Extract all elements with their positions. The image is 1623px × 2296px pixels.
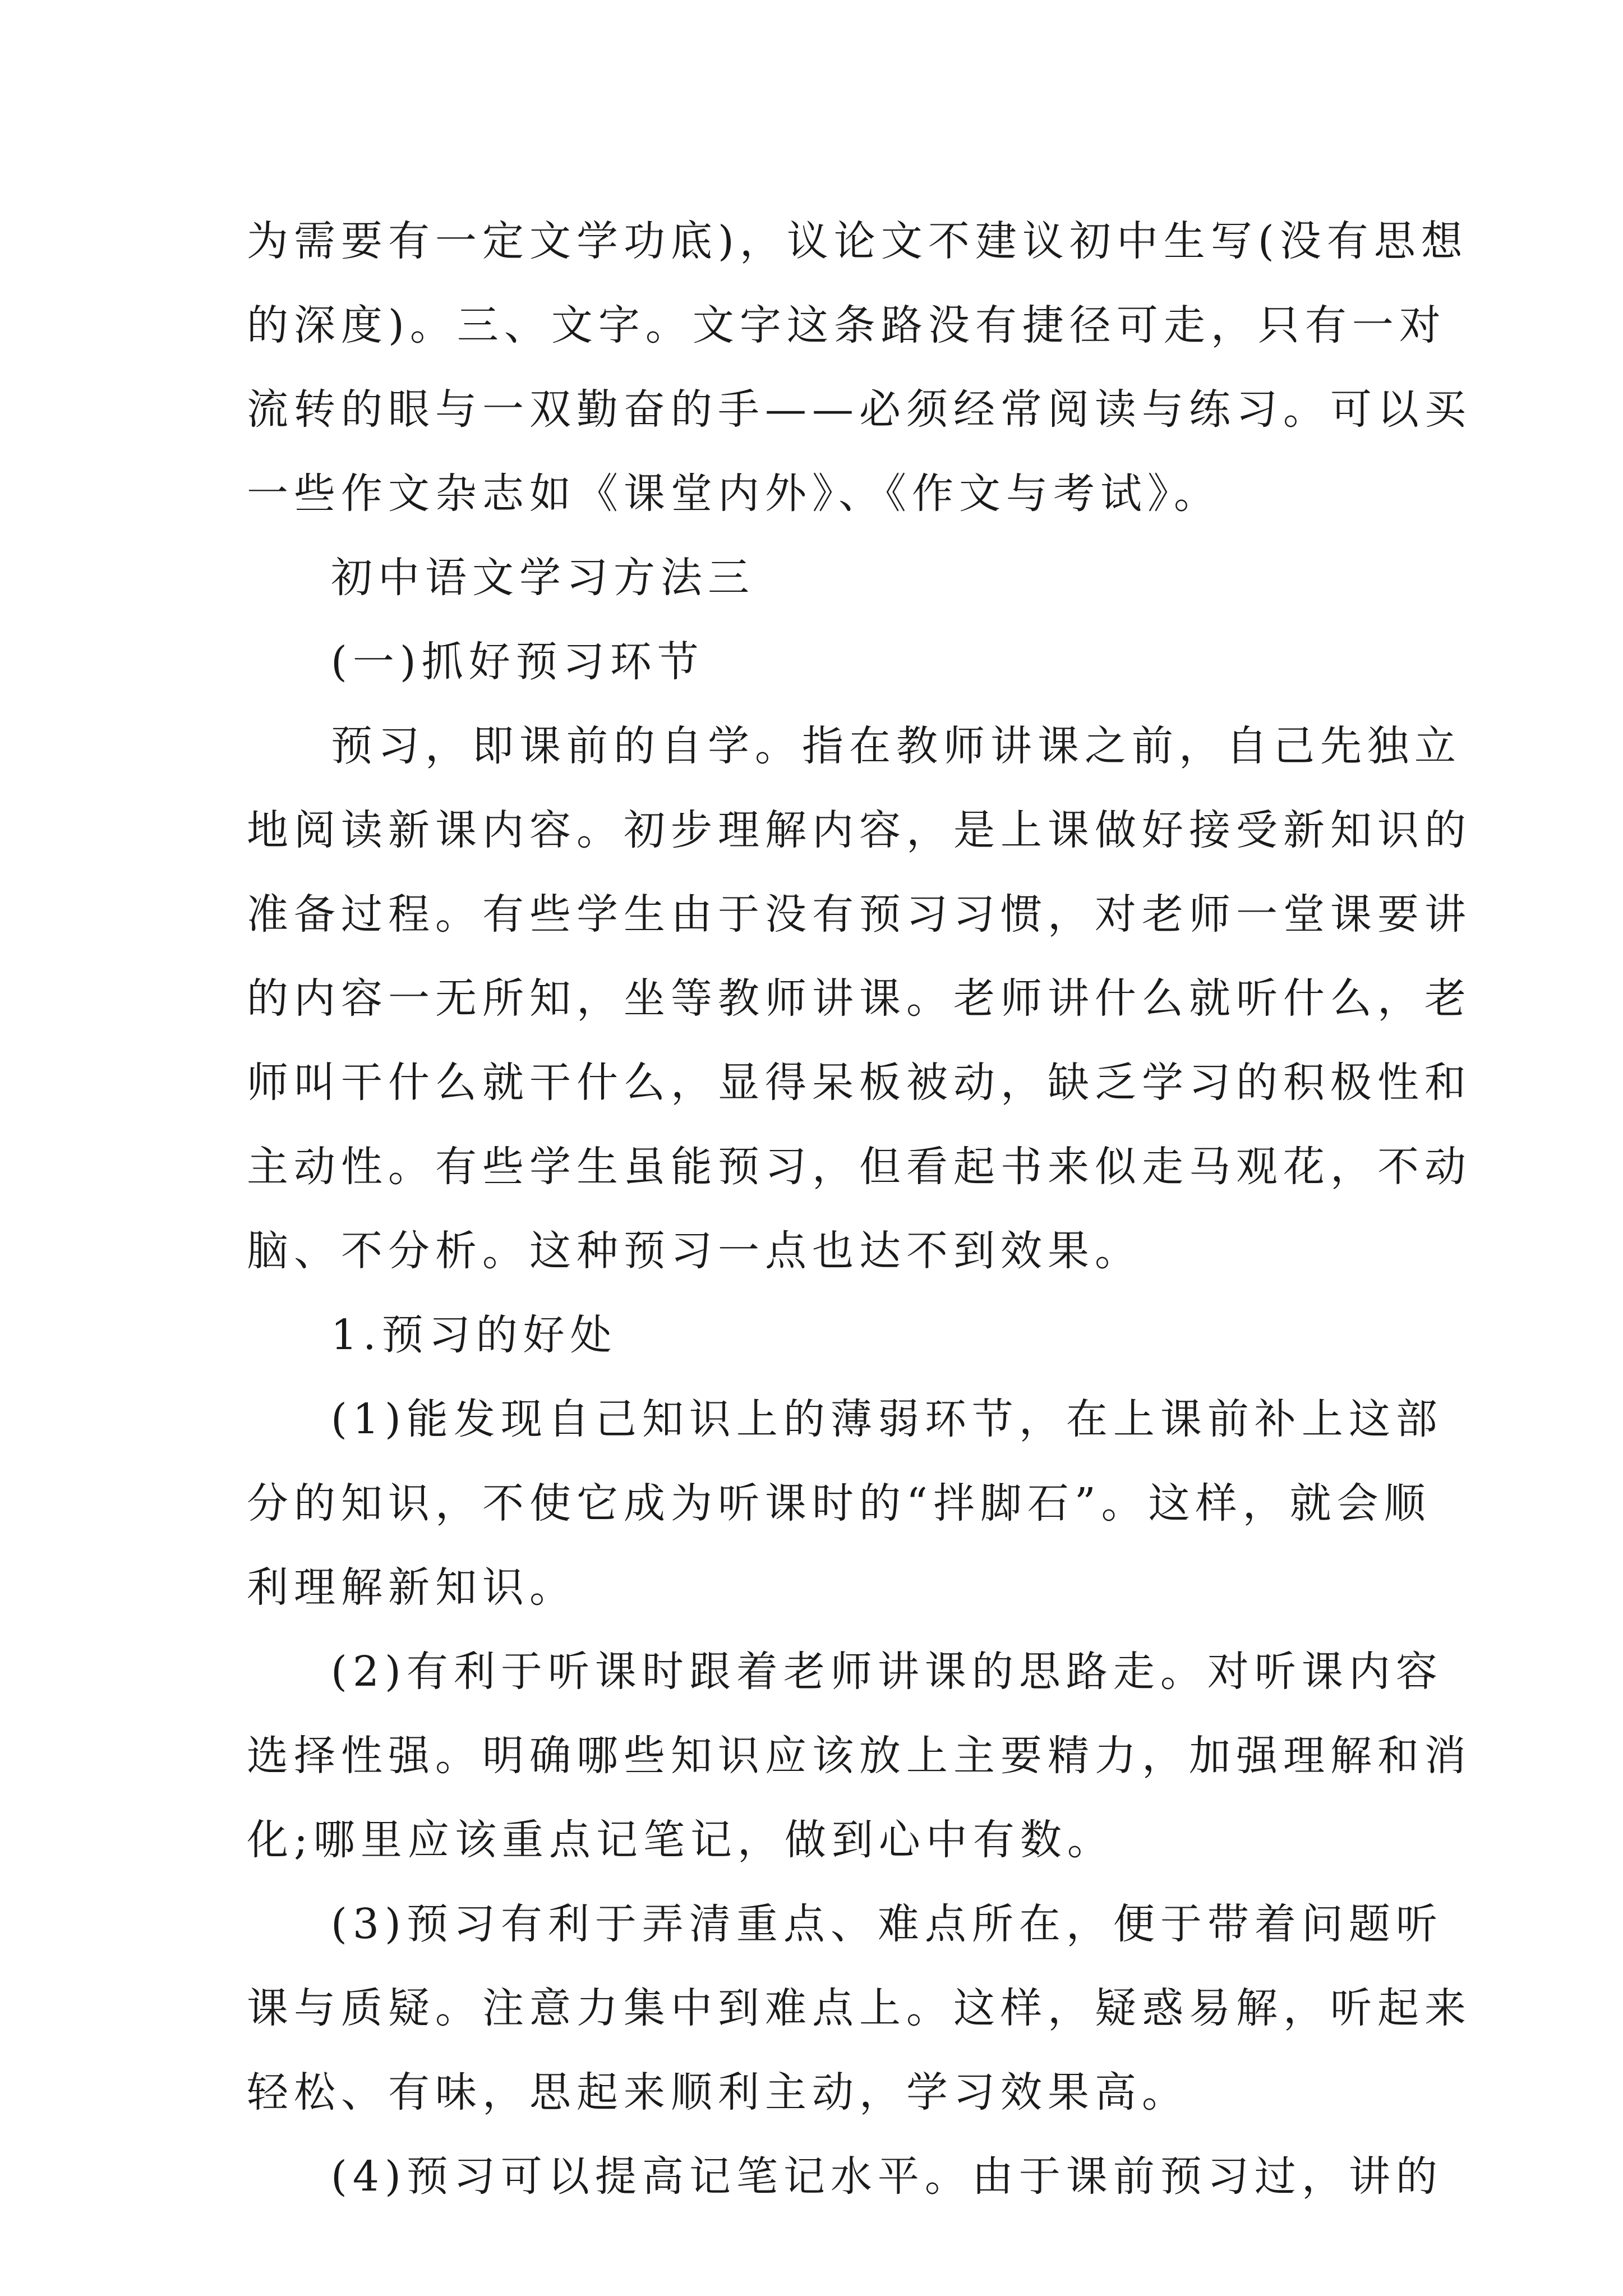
body-text-line: 地阅读新课内容。初步理解内容，是上课做好接受新知识的	[247, 806, 1472, 854]
body-text-line: 的深度)。三、文字。文字这条路没有捷径可走，只有一对	[247, 301, 1446, 349]
body-text-line: 化;哪里应该重点记笔记，做到心中有数。	[247, 1816, 1114, 1864]
body-text-line: 课与质疑。注意力集中到难点上。这样，疑惑易解，听起来	[247, 1984, 1472, 2032]
body-text-line: 脑、不分析。这种预习一点也达不到效果。	[247, 1227, 1142, 1275]
section-heading: 初中语文学习方法三	[331, 554, 755, 602]
body-text-line: 一些作文杂志如《课堂内外》、《作文与考试》。	[247, 470, 1221, 518]
list-heading: 1.预习的好处	[331, 1311, 617, 1359]
body-text-line: 流转的眼与一双勤奋的手——必须经常阅读与练习。可以买	[247, 385, 1472, 434]
body-text-line: (2)有利于听课时跟着老师讲课的思路走。对听课内容	[331, 1648, 1443, 1696]
body-text-line: 师叫干什么就干什么，显得呆板被动，缺乏学习的积极性和	[247, 1059, 1472, 1107]
body-text-line: (4)预习可以提高记笔记水平。由于课前预习过，讲的	[331, 2152, 1443, 2201]
body-text-line: 为需要有一定文学功底)，议论文不建议初中生写(没有思想	[247, 217, 1468, 265]
body-text-line: 预习，即课前的自学。指在教师讲课之前，自己先独立	[331, 722, 1461, 770]
body-text-line: 选择性强。明确哪些知识应该放上主要精力，加强理解和消	[247, 1732, 1472, 1780]
body-text-line: 分的知识，不使它成为听课时的“拌脚石”。这样，就会顺	[247, 1479, 1431, 1527]
body-text-line: (1)能发现自己知识上的薄弱环节，在上课前补上这部	[331, 1395, 1443, 1443]
body-text-line: 主动性。有些学生虽能预习，但看起书来似走马观花，不动	[247, 1143, 1472, 1191]
subsection-heading: (一)抓好预习环节	[331, 638, 704, 686]
body-text-line: 的内容一无所知，坐等教师讲课。老师讲什么就听什么，老	[247, 974, 1472, 1023]
body-text-line: 利理解新知识。	[247, 1563, 577, 1612]
body-text-line: 准备过程。有些学生由于没有预习习惯，对老师一堂课要讲	[247, 890, 1472, 938]
body-text-line: 轻松、有味，思起来顺利主动，学习效果高。	[247, 2068, 1189, 2116]
body-text-line: (3)预习有利于弄清重点、难点所在，便于带着问题听	[331, 1900, 1443, 1948]
